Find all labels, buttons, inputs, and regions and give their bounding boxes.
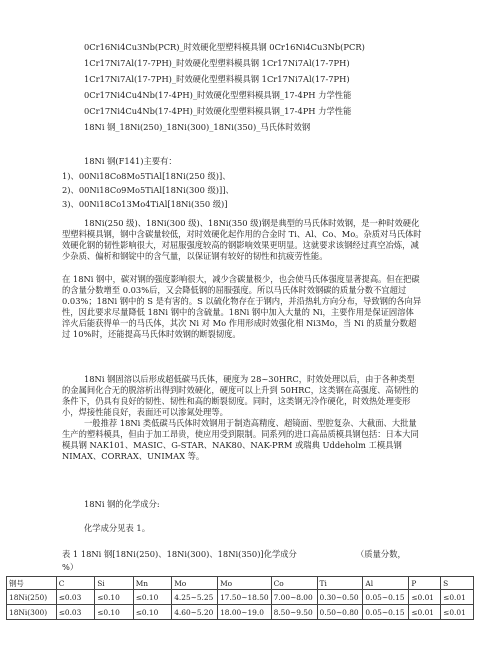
table-cell: ≤0.10 [133,605,172,620]
table-header-cell: P [409,577,441,590]
table-cell: 0.50~0.80 [317,605,363,620]
f141-heading: 18Ni 钢(F141)主要有： [84,156,177,166]
f141-item: 3)、00Ni18Co13Mo4TiAl[18Ni(350 级)] [62,199,228,209]
table-cell: 17.50~18.50 [218,590,272,605]
table-cell: 4.25~5.25 [172,590,218,605]
composition-heading: 18Ni 钢的化学成分: [84,499,160,509]
grade-line: 0Cr16Ni4Cu3Nb(PCR)_时效硬化型塑料模具钢 0Cr16Ni4Cu3Nb(PCR) [84,42,365,52]
table-cell: ≤0.10 [95,605,134,620]
table-cell: 18Ni(300) [7,605,57,620]
f141-item: 2)、00Ni18Co9Mo5TiAl[18Ni(300 级)]]、 [62,185,234,195]
paragraph-solution-aging: 18Ni 钢固溶以后形成超低碳马氏体，硬度为 28~30HRC，时效处理以后，由于各种类型的金属间化合无的脱溶析出得到时效硬化，硬度可以上升到 50HRC，这类钢在高强度、高韧性的条件下，仍具有良好的韧性、韧性和高的断裂韧度。同时，这类钢无冷作硬化，时效热处理变形小，焊接性能良好，表面还可以渗氮处理等。 [62,374,419,418]
composition-table [6,576,474,620]
composition-intro: 化学成分见表 1。 [84,523,150,533]
table-header-cell: Ti [317,577,363,590]
table-cell: ≤0.10 [95,590,134,605]
table-caption: 表 1 18Ni 钢[18Ni(250)、18Ni(300)、18Ni(350)]化学成分 [62,549,297,559]
table-header-cell: Si [95,577,134,590]
table-header-cell: Co [271,577,317,590]
table-cell: ≤0.03 [56,605,95,620]
table-cell: 18Ni(250) [7,590,57,605]
table-header-cell: Mo [218,577,272,590]
table-header-cell: Mo [172,577,218,590]
table-header-cell: Mn [133,577,172,590]
table-header-row [7,577,474,590]
table-cell: ≤0.03 [56,590,95,605]
grade-line: 1Cr17Ni7Al(17-7PH)_时效硬化型塑料模具钢 1Cr17Ni7Al(17-7PH) [84,74,350,84]
table-cell: 8.50~9.50 [271,605,317,620]
paragraph-applications: 一般推荐 18Ni 类低碳马氏体时效钢用于制造高精度、超镜面、型腔复杂、大截面、大批量生产的塑料模具，但由于加工昂贵，使应用受到限制。同系列的进口高品质模具钢包括：日本大同模具钢 NAK101、MASIC、G-STAR、NAK80、NAK-PRM 或瑞典 Uddeholm 工模具钢 NIMAX、CORRAX、UNIMAX 等。 [62,418,419,462]
grade-line: 0Cr17Ni4Cu4Nb(17-4PH)_时效硬化型塑料模具钢_17-4PH 力学性能 [84,106,352,116]
grade-line: 0Cr17Ni4Cu4Nb(17-4PH)_时效硬化型塑料模具钢_17-4PH 力学性能 [84,90,352,100]
grade-line: 1Cr17Ni7Al(17-7PH)_时效硬化型塑料模具钢 1Cr17Ni7Al(17-7PH) [84,58,350,68]
table-header-cell: 钢号 [7,577,57,590]
table-cell: 0.05~0.15 [363,590,409,605]
table-row [7,605,474,620]
table-cell: ≤0.01 [409,605,441,620]
table-cell: 0.30~0.50 [317,590,363,605]
table-cell: ≤0.01 [441,590,474,605]
table-cell: 4.60~5.20 [172,605,218,620]
f141-item: 1)、00Ni18Co8Mo5TiAl[18Ni(250 级)]、 [62,171,231,181]
table-unit-end: %） [62,562,79,572]
paragraph-composition-overview: 18Ni(250 级)、18Ni(300 级)、18Ni(350 级)钢是典型的马氏体时效钢，是一种时效硬化型塑料模具钢，钢中含碳量较低，对时效硬化起作用的合金时 Ti、Al、Co、Mo。杂质对马氏体时效硬化钢的韧性影响很大，对屈服强度较高的钢影响效果更明显。这就要求该钢经过真空冶炼，减少杂质、偏析和钢锭中的含气量，以保证钢有较好的韧性和抗疲劳性能。 [62,218,422,262]
table-cell: 0.05~0.15 [363,605,409,620]
grade-line: 18Ni 钢_18Ni(250)_18Ni(300)_18Ni(350)_马氏体时效钢 [84,122,311,132]
table-header-cell: S [441,577,474,590]
table-header-cell: C [56,577,95,590]
table-header-cell: Al [363,577,409,590]
table-unit: （质量分数， [356,549,406,559]
table-cell: ≤0.10 [133,590,172,605]
paragraph-carbon-sulfur-nickel: 在 18Ni 钢中，碳对钢的强度影响很大，减少含碳量极少，也会使马氏体强度显著提高。但在把碳的含量分数增至 0.03%后，又会降低钢的屈服强度。所以马氏体时效钢碳的质量分数不宜超过 0.03%；18Ni 钢中的 S 是有害的。S 以硫化物存在于钢内，并沿热轧方向分布，导致钢的各向异性，因此要求尽量降低 18Ni 钢中的含硫量。18Ni 钢中加入大量的 Ni，主要作用是保证固溶体淬火后能获得单一的马氏体，其次 Ni 对 Mo 作用形成时效强化相 Ni3Mo，当 Ni 的质量分数超过 10%时，还能提高马氏体时效钢的断裂韧度。 [62,274,422,340]
table-row [7,590,474,605]
table-cell: 7.00~8.00 [271,590,317,605]
table-cell: ≤0.01 [409,590,441,605]
table-cell: 18.00~19.0 [218,605,272,620]
table-cell: ≤0.01 [441,605,474,620]
